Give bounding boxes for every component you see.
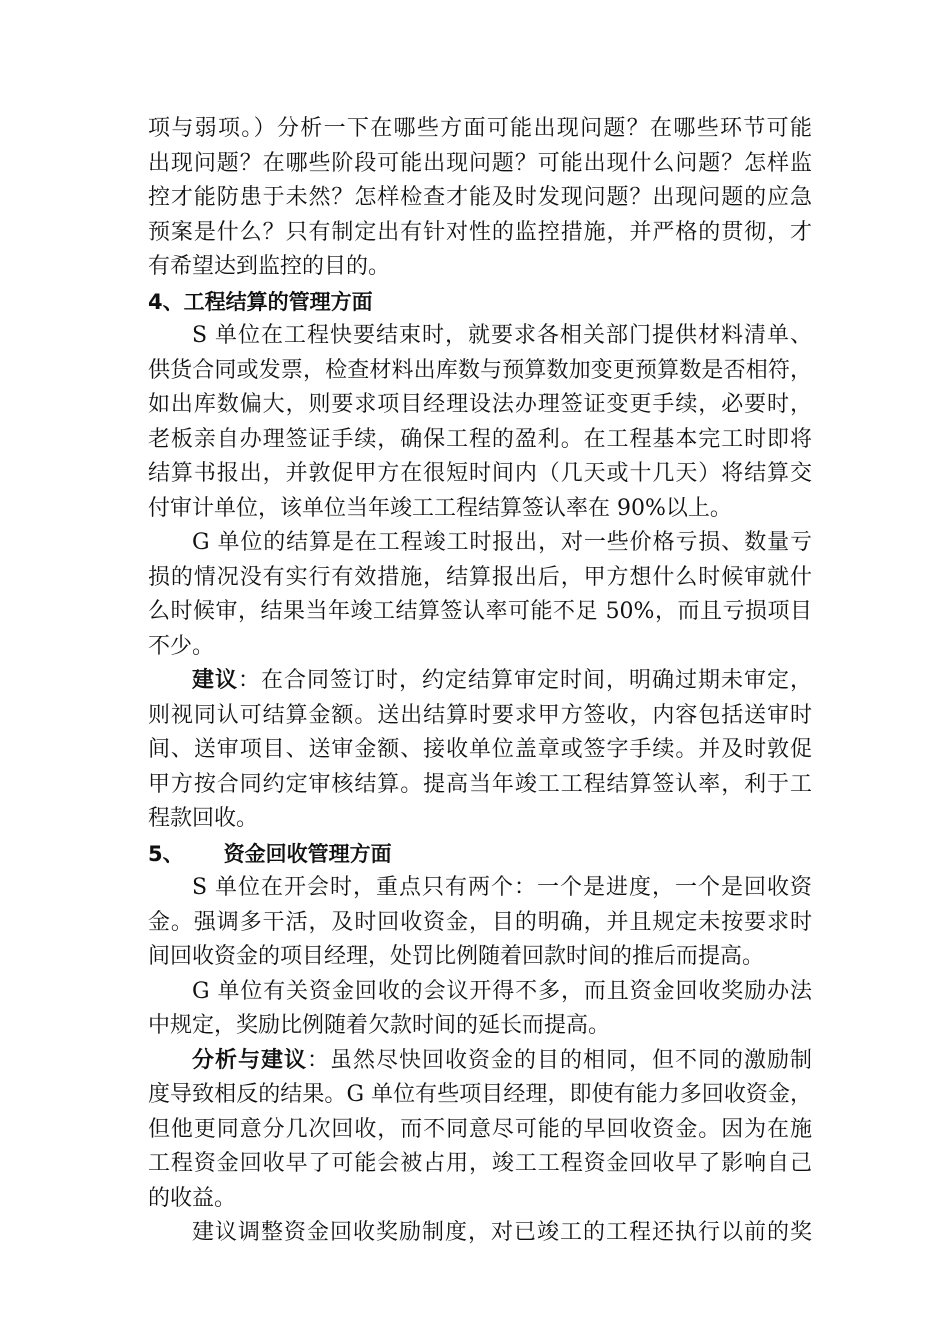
text-line: 度导致相反的结果。G 单位有些项目经理，即使有能力多回收资金， [148,1082,812,1107]
analysis-label: 分析与建议 [192,1047,307,1073]
text-line: 有希望达到监控的目的。 [148,254,391,279]
text-line: S 单位在开会时，重点只有两个：一个是进度，一个是回收资 [192,875,812,900]
text-line: 供货合同或发票，检查材料出库数与预算数加变更预算数是否相符， [148,357,812,383]
text-span: ：虽然尽快回收资金的目的相同，但不同的激励制 [307,1047,812,1073]
paragraph-intro [148,112,812,285]
text-line: 结算书报出，并敦促甲方在很短时间内（几天或十几天）将结算交 [148,461,812,486]
text-span: ：在合同签订时，约定结算审定时间，明确过期未审定， [238,668,812,693]
text-line: G 单位有关资金回收的会议开得不多，而且资金回收奖励办法 [192,978,812,1004]
text-line: 预案是什么？只有制定出有针对性的监控措施，并严格的贯彻，才 [148,219,812,245]
text-line: S 单位在工程快要结束时，就要求各相关部门提供材料清单、 [192,323,812,348]
section-heading-4: 4、工程结算的管理方面 [148,289,373,314]
text-line: 程款回收。 [148,806,259,831]
paragraph-g-collection [148,975,812,1044]
text-line: 项与弱项。）分析一下在哪些方面可能出现问题？在哪些环节可能 [148,116,812,141]
paragraph-g-settlement [148,526,812,664]
text-line: 控才能防患于未然？怎样检查才能及时发现问题？出现问题的应急 [148,185,812,210]
heading-text: 资金回收管理方面 [223,841,392,866]
document-page [148,112,812,1251]
heading-number: 5、 [148,841,184,866]
paragraph-s-collection [148,871,812,975]
text-line: 付审计单位，该单位当年竣工工程结算签认率在 90%以上。 [148,495,732,521]
paragraph-analysis [148,1044,812,1217]
text-line: 间回收资金的项目经理，处罚比例随着回款时间的推后而提高。 [148,944,765,969]
text-line: 老板亲自办理签证手续，确保工程的盈利。在工程基本完工时即将 [148,426,812,452]
text-line: 中规定，奖励比例随着欠款时间的延长而提高。 [148,1013,611,1038]
text-line: 损的情况没有实行有效措施，结算报出后，甲方想什么时候审就什 [148,564,812,590]
text-line: 不少。 [148,633,215,659]
text-line: 建议调整资金回收奖励制度，对已竣工的工程还执行以前的奖 [192,1220,812,1245]
section-heading-5 [148,837,812,872]
paragraph-final [148,1216,812,1251]
text-line: 么时候审，结果当年竣工结算签认率可能不足 50%，而且亏损项目 [148,599,812,624]
text-line: 的收益。 [148,1185,237,1211]
text-line: G 单位的结算是在工程竣工时报出，对一些价格亏损、数量亏 [192,530,812,555]
paragraph-suggestion [148,664,812,837]
text-line: 则视同认可结算金额。送出结算时要求甲方签收，内容包括送审时 [148,702,812,728]
paragraph-s-settlement [148,319,812,526]
text-line: 出现问题？在哪些阶段可能出现问题？可能出现什么问题？怎样监 [148,150,812,176]
suggestion-label: 建议 [192,668,238,693]
text-line: 工程资金回收早了可能会被占用，竣工工程资金回收早了影响自己 [148,1151,812,1176]
text-line [148,1044,812,1079]
text-line: 甲方按合同约定审核结算。提高当年竣工工程结算签认率，利于工 [148,771,812,797]
text-line: 如出库数偏大，则要求项目经理设法办理签证变更手续，必要时， [148,392,812,417]
text-line: 间、送审项目、送审金额、接收单位盖章或签字手续。并及时敦促 [148,737,812,762]
text-line [148,664,812,699]
text-line: 金。强调多干活，及时回收资金，目的明确，并且规定未按要求时 [148,909,812,935]
text-line: 但他更同意分几次回收，而不同意尽可能的早回收资金。因为在施 [148,1116,812,1142]
